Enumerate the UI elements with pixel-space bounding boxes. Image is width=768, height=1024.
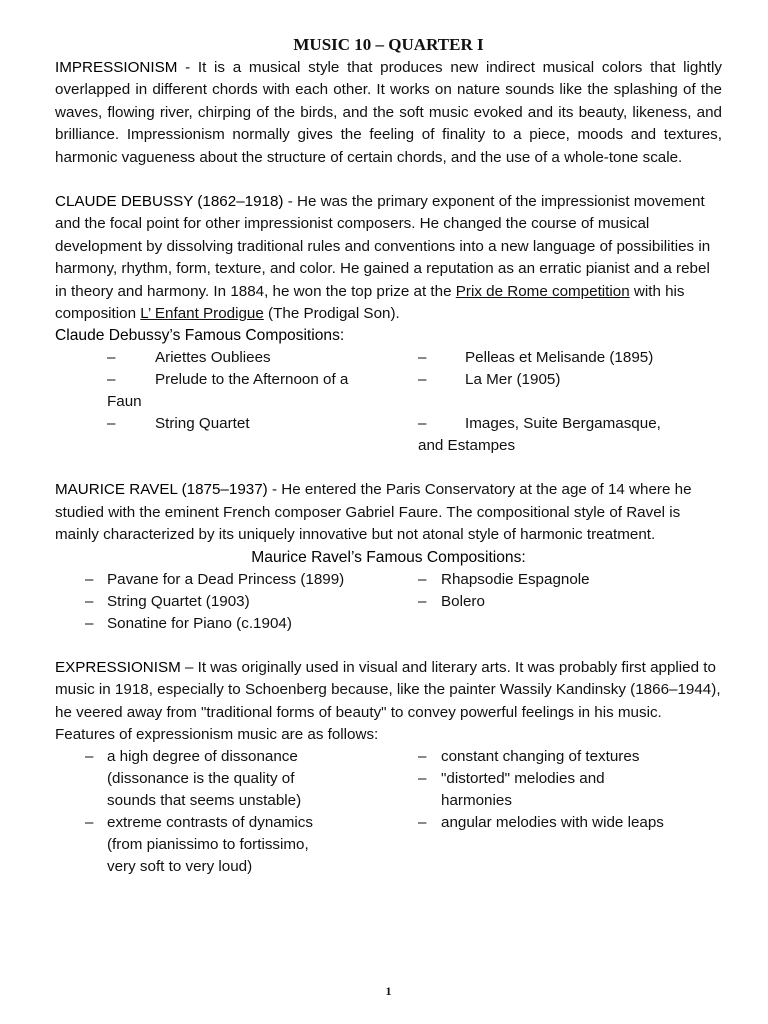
enfant-prodigue-link[interactable]: L’ Enfant Prodigue <box>140 305 264 323</box>
list-item: String Quartet <box>155 415 250 433</box>
list-item: Prelude to the Afternoon of a <box>155 371 349 389</box>
page-number: 1 <box>385 984 392 998</box>
list-item: Bolero <box>441 592 485 610</box>
list-item: Pavane for a Dead Princess (1899) <box>107 570 345 588</box>
list-dash: – <box>107 371 116 389</box>
ravel-compositions-heading: Maurice Ravel’s Famous Compositions: <box>251 548 526 566</box>
list-item-wrap: and Estampes <box>418 437 516 455</box>
list-item-line: sounds that seems unstable) <box>107 792 302 810</box>
document-page <box>55 34 722 998</box>
list-dash: – <box>418 371 427 389</box>
list-item: Ariettes Oubliees <box>155 349 271 367</box>
expressionism-paragraph <box>55 657 722 747</box>
list-dash: – <box>85 748 94 766</box>
list-dash: – <box>418 770 427 788</box>
expressionism-features-list <box>55 746 722 878</box>
list-dash: – <box>418 415 427 433</box>
ravel-heading: MAURICE RAVEL (1875–1937) <box>55 481 268 499</box>
list-item: String Quartet (1903) <box>107 592 250 610</box>
list-dash: – <box>85 614 94 632</box>
list-dash: – <box>85 814 94 832</box>
list-item: constant changing of textures <box>441 748 640 766</box>
expressionism-heading: EXPRESSIONISM <box>55 658 181 676</box>
debussy-compositions-list <box>55 347 722 457</box>
list-item: Images, Suite Bergamasque, <box>465 415 661 433</box>
debussy-heading: CLAUDE DEBUSSY (1862–1918) <box>55 193 284 211</box>
list-dash: – <box>418 570 427 588</box>
list-item-line: harmonies <box>441 792 512 810</box>
list-item-line: very soft to very loud) <box>107 858 253 876</box>
page-title: MUSIC 10 – QUARTER I <box>293 35 484 54</box>
debussy-text-2: with his composition <box>55 282 685 323</box>
list-item: a high degree of dissonance <box>107 748 298 766</box>
debussy-paragraph <box>55 191 722 325</box>
list-item: extreme contrasts of dynamics <box>107 814 313 832</box>
debussy-compositions-heading: Claude Debussy’s Famous Compositions: <box>55 327 345 345</box>
list-dash: – <box>107 349 116 367</box>
list-item: Pelleas et Melisande (1895) <box>465 349 654 367</box>
list-item: Rhapsodie Espagnole <box>441 570 590 588</box>
debussy-text-3: (The Prodigal Son). <box>263 305 400 323</box>
list-dash: – <box>107 415 116 433</box>
expressionism-text: – It was originally used in visual and literary arts. It was probably first applied to music in 1918, especially to Schoenberg because, like the painter Wassily Kandinsky (1866–1944), he veered away from "traditional forms of beauty" to convey powerful feelings in his music. Features of expressionism music are as follows: <box>55 658 721 743</box>
impressionism-heading: IMPRESSIONISM <box>55 59 178 76</box>
impressionism-text: - It is a musical style that produces new indirect musical colors that lightly overlapped in different chords with each other. It works on nature sounds like the splashing of the waves, flowing river, chirping of the birds, and the soft music evoked and its beauty, likeness, and brilliance. Impressionism normally gives the feeling of finality to a piece, moods and textures, harmonic vagueness about the structure of certain chords, and the use of a whole-tone scale. <box>55 59 722 166</box>
ravel-compositions-list <box>55 569 722 635</box>
list-item: Sonatine for Piano (c.1904) <box>107 614 292 632</box>
list-dash: – <box>85 592 94 610</box>
list-dash: – <box>85 570 94 588</box>
debussy-text-1: - He was the primary exponent of the impressionist movement and the focal point for other impressionist composers. He changed the course of musical development by dissolving traditional rules and conventions into a new language of possibilities in harmony, rhythm, form, texture, and color. He gained a reputation as an erratic pianist and a rebel in theory and harmony. In 1884, he won the top prize at the <box>55 193 711 300</box>
ravel-text: - He entered the Paris Conservatory at the age of 14 where he studied with the eminent French composer Gabriel Faure. The compositional style of Ravel is mainly characterized by its uniquely innovative but not atonal style of harmonic treatment. <box>55 481 692 544</box>
list-item-line: (from pianissimo to fortissimo, <box>107 836 309 854</box>
list-dash: – <box>418 592 427 610</box>
list-item-line: (dissonance is the quality of <box>107 770 295 788</box>
list-item: La Mer (1905) <box>465 371 561 389</box>
prix-de-rome-link[interactable]: Prix de Rome competition <box>455 282 630 300</box>
list-dash: – <box>418 814 427 832</box>
list-dash: – <box>418 349 427 367</box>
list-item: "distorted" melodies and <box>441 770 605 788</box>
list-dash: – <box>418 748 427 766</box>
list-item-wrap: Faun <box>107 393 142 411</box>
ravel-paragraph <box>55 479 722 546</box>
list-item: angular melodies with wide leaps <box>441 814 664 832</box>
impressionism-paragraph <box>55 57 722 169</box>
